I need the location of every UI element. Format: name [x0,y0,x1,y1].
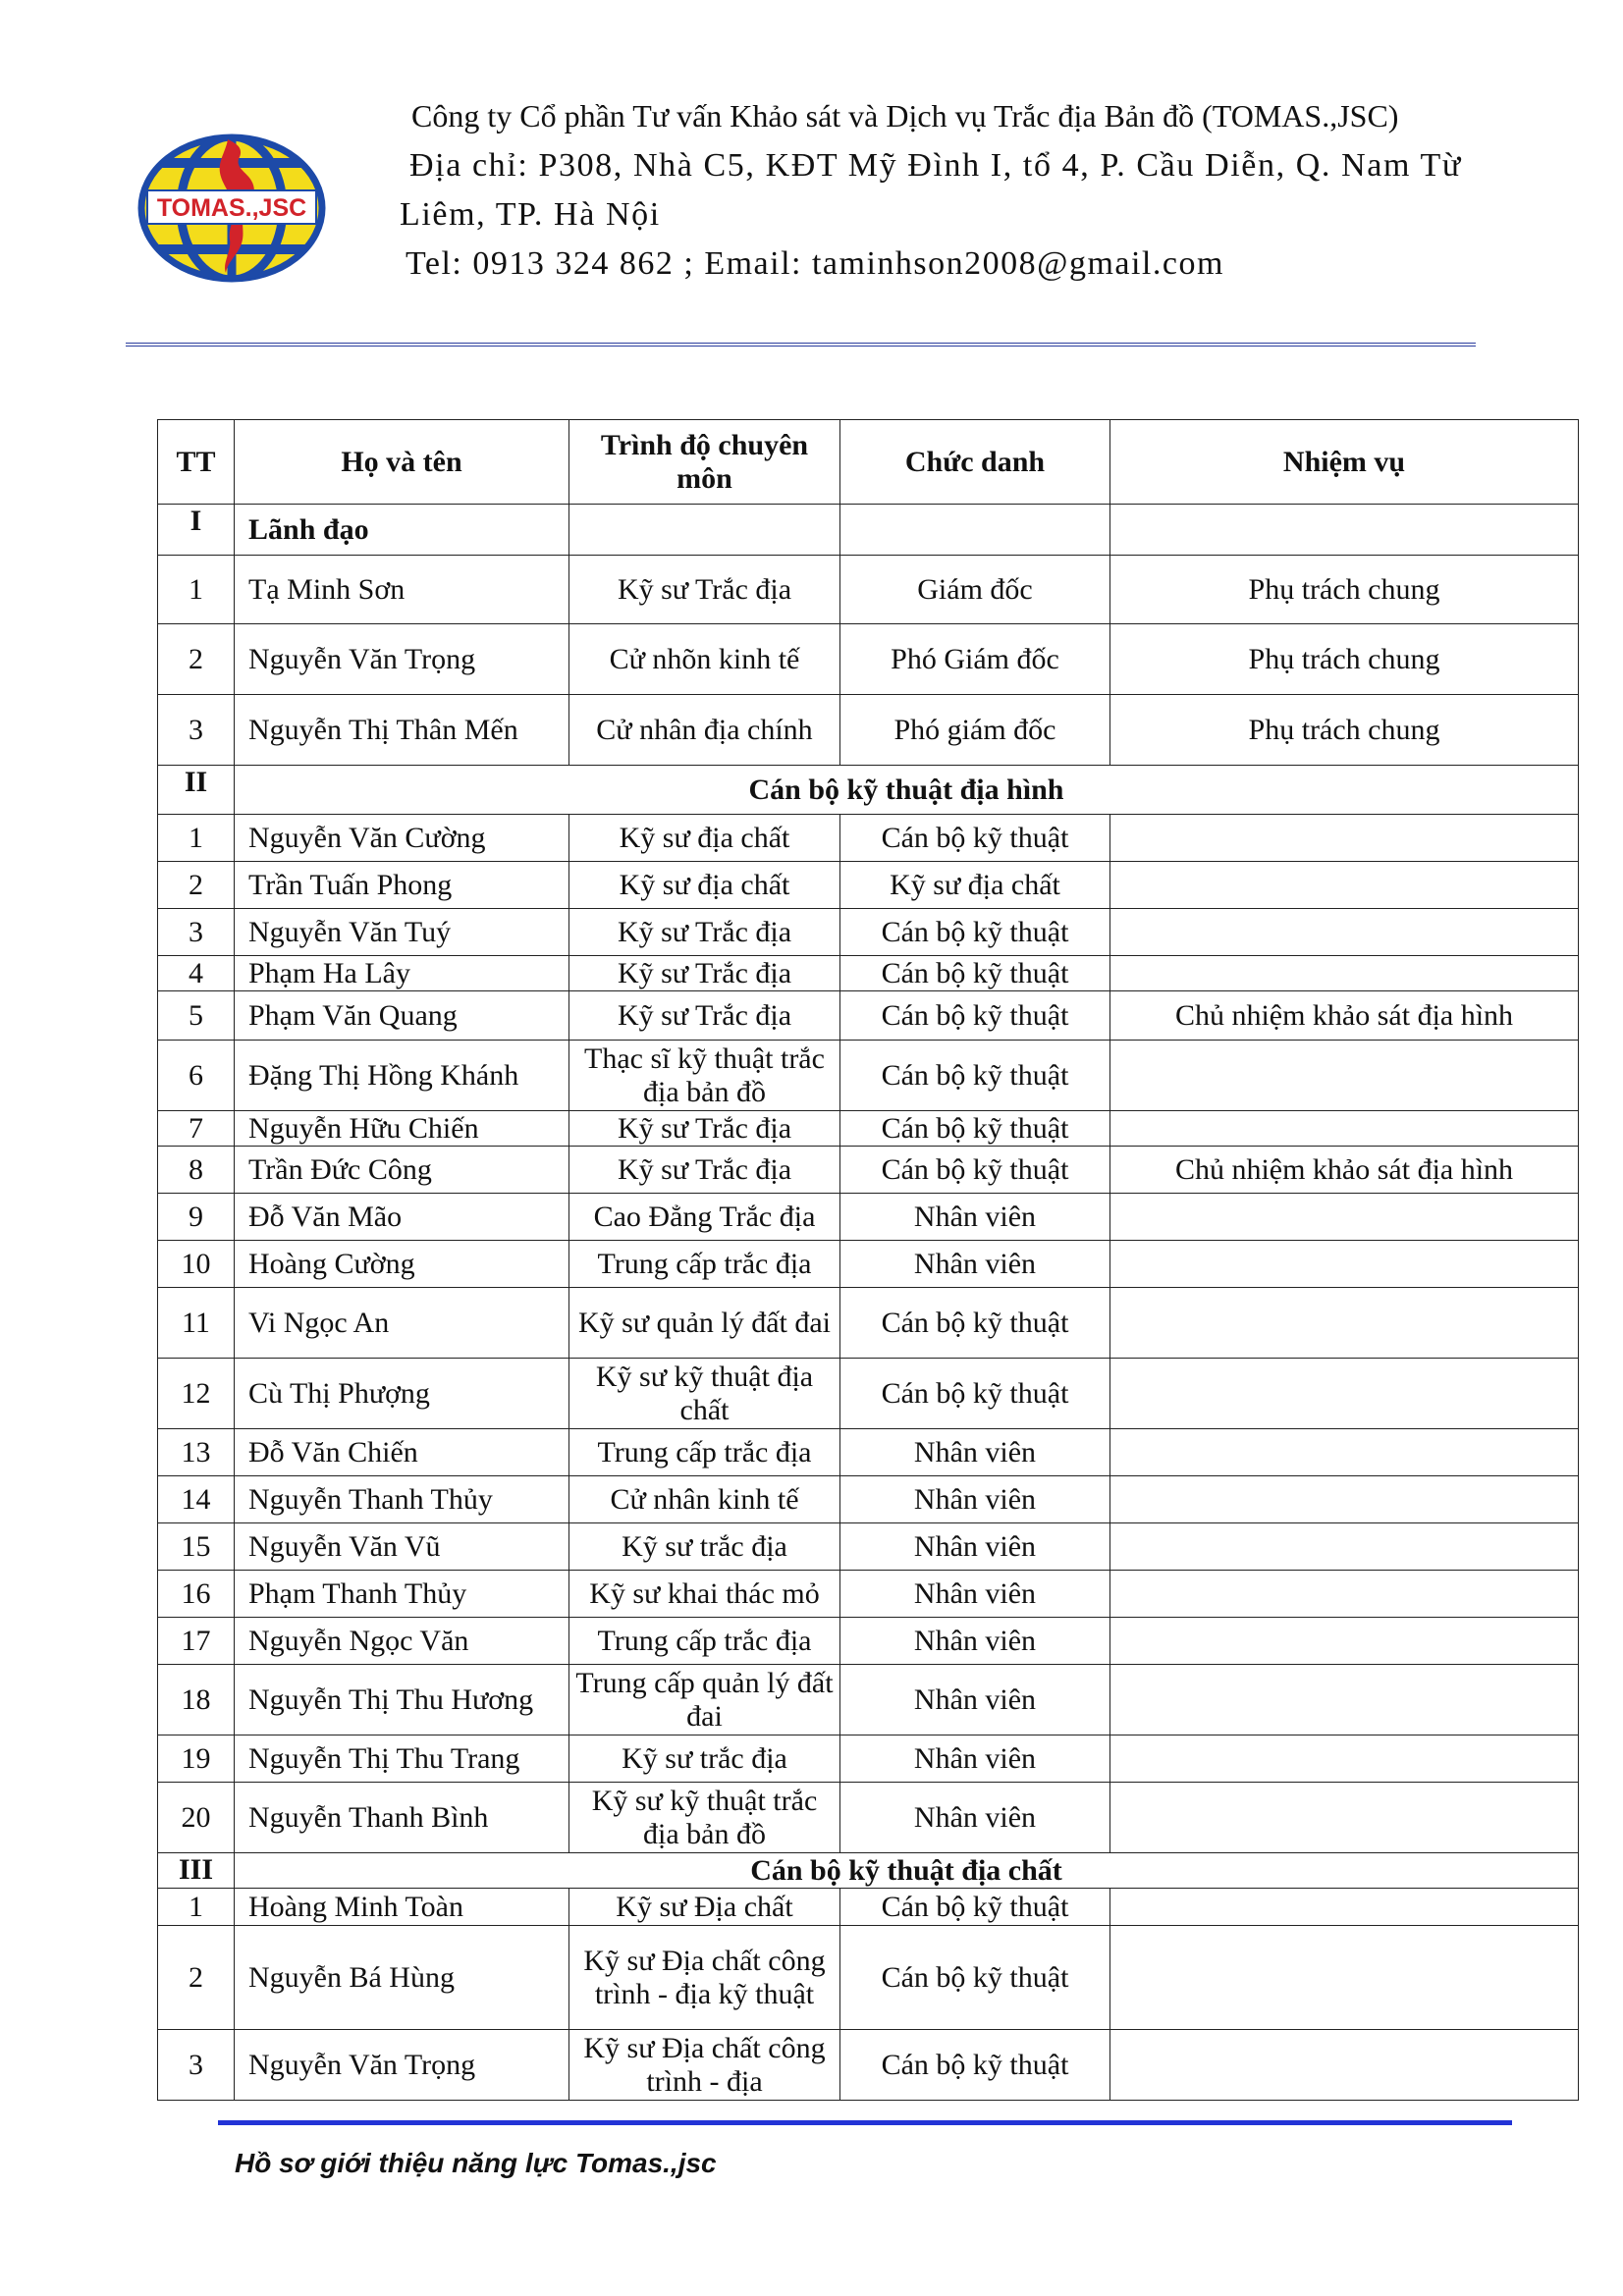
cell-tt: 14 [158,1476,235,1523]
cell-tt: 5 [158,991,235,1041]
table-row [158,1889,1579,1926]
cell-qualification: Thạc sĩ kỹ thuật trắc địa bản đồ [569,1041,840,1111]
cell-title: Cán bộ kỹ thuật [840,1041,1110,1111]
table-row [158,1111,1579,1147]
cell-qualification: Kỹ sư Trắc địa [569,556,840,624]
section-number: II [158,766,235,815]
cell-qualification: Kỹ sư Trắc địa [569,1111,840,1147]
cell-name: Nguyễn Thị Thu Hương [235,1665,569,1735]
table-row [158,695,1579,766]
cell-duty: Phụ trách chung [1110,624,1579,695]
cell-title: Cán bộ kỹ thuật [840,815,1110,862]
cell-title: Nhân viên [840,1618,1110,1665]
table-row [158,1735,1579,1783]
cell-tt: 2 [158,624,235,695]
cell-title: Phó giám đốc [840,695,1110,766]
cell-duty: Phụ trách chung [1110,695,1579,766]
cell-duty [1110,1735,1579,1783]
cell-duty [1110,1618,1579,1665]
section-row [158,505,1579,556]
empty-cell [1110,505,1579,556]
cell-tt: 17 [158,1618,235,1665]
cell-tt: 3 [158,2030,235,2101]
cell-qualification: Cử nhân địa chính [569,695,840,766]
cell-duty [1110,1111,1579,1147]
section-row [158,766,1579,815]
cell-title: Cán bộ kỹ thuật [840,909,1110,956]
cell-name: Phạm Văn Quang [235,991,569,1041]
staff-table [157,419,1579,2101]
staff-table-body [158,505,1579,2101]
cell-tt: 18 [158,1665,235,1735]
table-row [158,1523,1579,1571]
cell-tt: 1 [158,556,235,624]
cell-name: Phạm Ha Lây [235,956,569,991]
col-header-name: Họ và tên [235,420,569,505]
cell-name: Nguyễn Văn Vũ [235,1523,569,1571]
cell-title: Nhân viên [840,1735,1110,1783]
section-title: Cán bộ kỹ thuật địa chất [235,1853,1579,1889]
cell-title: Kỹ sư địa chất [840,862,1110,909]
cell-qualification: Kỹ sư trắc địa [569,1523,840,1571]
table-row [158,1926,1579,2030]
cell-qualification: Kỹ sư Địa chất [569,1889,840,1926]
cell-tt: 15 [158,1523,235,1571]
cell-name: Nguyễn Hữu Chiến [235,1111,569,1147]
company-contact: Tel: 0913 324 862 ; Email: taminhson2008@gmail.com [406,245,1224,282]
table-row [158,1476,1579,1523]
cell-duty [1110,1889,1579,1926]
table-row [158,815,1579,862]
table-row [158,2030,1579,2101]
table-row [158,1665,1579,1735]
cell-qualification: Cao Đẳng Trắc địa [569,1194,840,1241]
cell-duty [1110,1194,1579,1241]
cell-name: Trần Tuấn Phong [235,862,569,909]
cell-tt: 4 [158,956,235,991]
cell-duty [1110,909,1579,956]
company-logo [137,133,326,283]
table-row [158,1241,1579,1288]
footer-caption: Hồ sơ giới thiệu năng lực Tomas.,jsc [235,2148,717,2178]
cell-tt: 2 [158,862,235,909]
cell-name: Nguyễn Bá Hùng [235,1926,569,2030]
table-row [158,1359,1579,1429]
cell-title: Nhân viên [840,1571,1110,1618]
cell-duty [1110,956,1579,991]
cell-title: Nhân viên [840,1429,1110,1476]
cell-qualification: Trung cấp trắc địa [569,1241,840,1288]
cell-qualification: Kỹ sư địa chất [569,862,840,909]
table-row [158,1041,1579,1111]
cell-duty [1110,1476,1579,1523]
cell-tt: 1 [158,1889,235,1926]
cell-qualification: Kỹ sư Trắc địa [569,909,840,956]
cell-tt: 10 [158,1241,235,1288]
cell-duty [1110,1783,1579,1853]
cell-title: Cán bộ kỹ thuật [840,1889,1110,1926]
cell-name: Tạ Minh Sơn [235,556,569,624]
table-row [158,1194,1579,1241]
cell-qualification: Kỹ sư địa chất [569,815,840,862]
cell-tt: 1 [158,815,235,862]
col-header-title: Chức danh [840,420,1110,505]
cell-qualification: Cử nhân kinh tế [569,1476,840,1523]
col-header-tt: TT [158,420,235,505]
logo-wordmark: TOMAS.,JSC [156,194,307,222]
cell-duty [1110,1429,1579,1476]
cell-title: Nhân viên [840,1665,1110,1735]
cell-name: Hoàng Minh Toàn [235,1889,569,1926]
cell-title: Cán bộ kỹ thuật [840,956,1110,991]
table-row [158,556,1579,624]
cell-name: Nguyễn Thị Thu Trang [235,1735,569,1783]
col-header-duty: Nhiệm vụ [1110,420,1579,505]
company-name: Công ty Cổ phần Tư vấn Khảo sát và Dịch vụ Trắc địa Bản đồ (TOMAS.,JSC) [411,98,1399,133]
company-address-line2: Liêm, TP. Hà Nội [400,196,661,233]
cell-qualification: Kỹ sư Địa chất công trình - địa [569,2030,840,2101]
cell-duty [1110,862,1579,909]
cell-title: Phó Giám đốc [840,624,1110,695]
cell-duty [1110,1665,1579,1735]
cell-qualification: Kỹ sư Địa chất công trình - địa kỹ thuật [569,1926,840,2030]
section-title: Lãnh đạo [235,505,569,556]
cell-title: Nhân viên [840,1783,1110,1853]
cell-duty [1110,1571,1579,1618]
cell-duty: Phụ trách chung [1110,556,1579,624]
table-row [158,862,1579,909]
cell-qualification: Kỹ sư quản lý đất đai [569,1288,840,1359]
empty-cell [840,505,1110,556]
cell-name: Đặng Thị Hồng Khánh [235,1041,569,1111]
cell-duty [1110,1288,1579,1359]
cell-title: Cán bộ kỹ thuật [840,1111,1110,1147]
cell-title: Cán bộ kỹ thuật [840,991,1110,1041]
cell-qualification: Kỹ sư kỹ thuật trắc địa bản đồ [569,1783,840,1853]
table-row [158,1147,1579,1194]
cell-name: Nguyễn Văn Trọng [235,624,569,695]
empty-cell [569,505,840,556]
table-row [158,956,1579,991]
cell-tt: 3 [158,695,235,766]
cell-qualification: Kỹ sư Trắc địa [569,956,840,991]
cell-name: Hoàng Cường [235,1241,569,1288]
cell-tt: 3 [158,909,235,956]
cell-qualification: Trung cấp trắc địa [569,1618,840,1665]
table-row [158,1429,1579,1476]
cell-duty [1110,1523,1579,1571]
cell-duty [1110,1041,1579,1111]
cell-duty [1110,1241,1579,1288]
cell-duty [1110,1926,1579,2030]
cell-tt: 11 [158,1288,235,1359]
cell-name: Nguyễn Văn Trọng [235,2030,569,2101]
cell-title: Cán bộ kỹ thuật [840,1147,1110,1194]
cell-tt: 6 [158,1041,235,1111]
cell-tt: 2 [158,1926,235,2030]
cell-tt: 20 [158,1783,235,1853]
col-header-qualification: Trình độ chuyên môn [569,420,840,505]
header-divider [126,343,1476,347]
section-number: III [158,1853,235,1889]
cell-name: Nguyễn Văn Cường [235,815,569,862]
cell-duty [1110,2030,1579,2101]
company-address-line1: Địa chỉ: P308, Nhà C5, KĐT Mỹ Đình I, tổ 4, P. Cầu Diễn, Q. Nam Từ [409,147,1462,184]
section-row [158,1853,1579,1889]
cell-title: Nhân viên [840,1476,1110,1523]
cell-title: Giám đốc [840,556,1110,624]
cell-name: Trần Đức Công [235,1147,569,1194]
cell-duty: Chủ nhiệm khảo sát địa hình [1110,1147,1579,1194]
cell-title: Cán bộ kỹ thuật [840,2030,1110,2101]
cell-duty [1110,815,1579,862]
cell-qualification: Kỹ sư Trắc địa [569,1147,840,1194]
cell-duty [1110,1359,1579,1429]
cell-name: Đỗ Văn Mão [235,1194,569,1241]
cell-name: Phạm Thanh Thủy [235,1571,569,1618]
cell-qualification: Cử nhõn kinh tế [569,624,840,695]
cell-name: Nguyễn Thanh Thủy [235,1476,569,1523]
cell-qualification: Kỹ sư trắc địa [569,1735,840,1783]
cell-qualification: Trung cấp trắc địa [569,1429,840,1476]
cell-name: Cù Thị Phượng [235,1359,569,1429]
table-row [158,1783,1579,1853]
table-row [158,624,1579,695]
table-row [158,991,1579,1041]
cell-tt: 19 [158,1735,235,1783]
table-row [158,1571,1579,1618]
cell-title: Cán bộ kỹ thuật [840,1926,1110,2030]
section-title: Cán bộ kỹ thuật địa hình [235,766,1579,815]
cell-name: Nguyễn Ngọc Văn [235,1618,569,1665]
cell-title: Nhân viên [840,1523,1110,1571]
cell-name: Vi Ngọc An [235,1288,569,1359]
cell-qualification: Kỹ sư Trắc địa [569,991,840,1041]
cell-tt: 13 [158,1429,235,1476]
cell-tt: 7 [158,1111,235,1147]
cell-tt: 9 [158,1194,235,1241]
section-number: I [158,505,235,556]
cell-qualification: Kỹ sư khai thác mỏ [569,1571,840,1618]
cell-duty: Chủ nhiệm khảo sát địa hình [1110,991,1579,1041]
cell-tt: 8 [158,1147,235,1194]
cell-name: Đỗ Văn Chiến [235,1429,569,1476]
cell-tt: 16 [158,1571,235,1618]
cell-qualification: Trung cấp quản lý đất đai [569,1665,840,1735]
table-row [158,1618,1579,1665]
cell-title: Nhân viên [840,1241,1110,1288]
footer-divider [218,2120,1512,2125]
table-header-row [158,420,1579,505]
cell-name: Nguyễn Thị Thân Mến [235,695,569,766]
cell-tt: 12 [158,1359,235,1429]
cell-name: Nguyễn Thanh Bình [235,1783,569,1853]
table-row [158,909,1579,956]
cell-title: Cán bộ kỹ thuật [840,1288,1110,1359]
cell-qualification: Kỹ sư kỹ thuật địa chất [569,1359,840,1429]
table-row [158,1288,1579,1359]
cell-title: Nhân viên [840,1194,1110,1241]
cell-title: Cán bộ kỹ thuật [840,1359,1110,1429]
cell-name: Nguyễn Văn Tuý [235,909,569,956]
